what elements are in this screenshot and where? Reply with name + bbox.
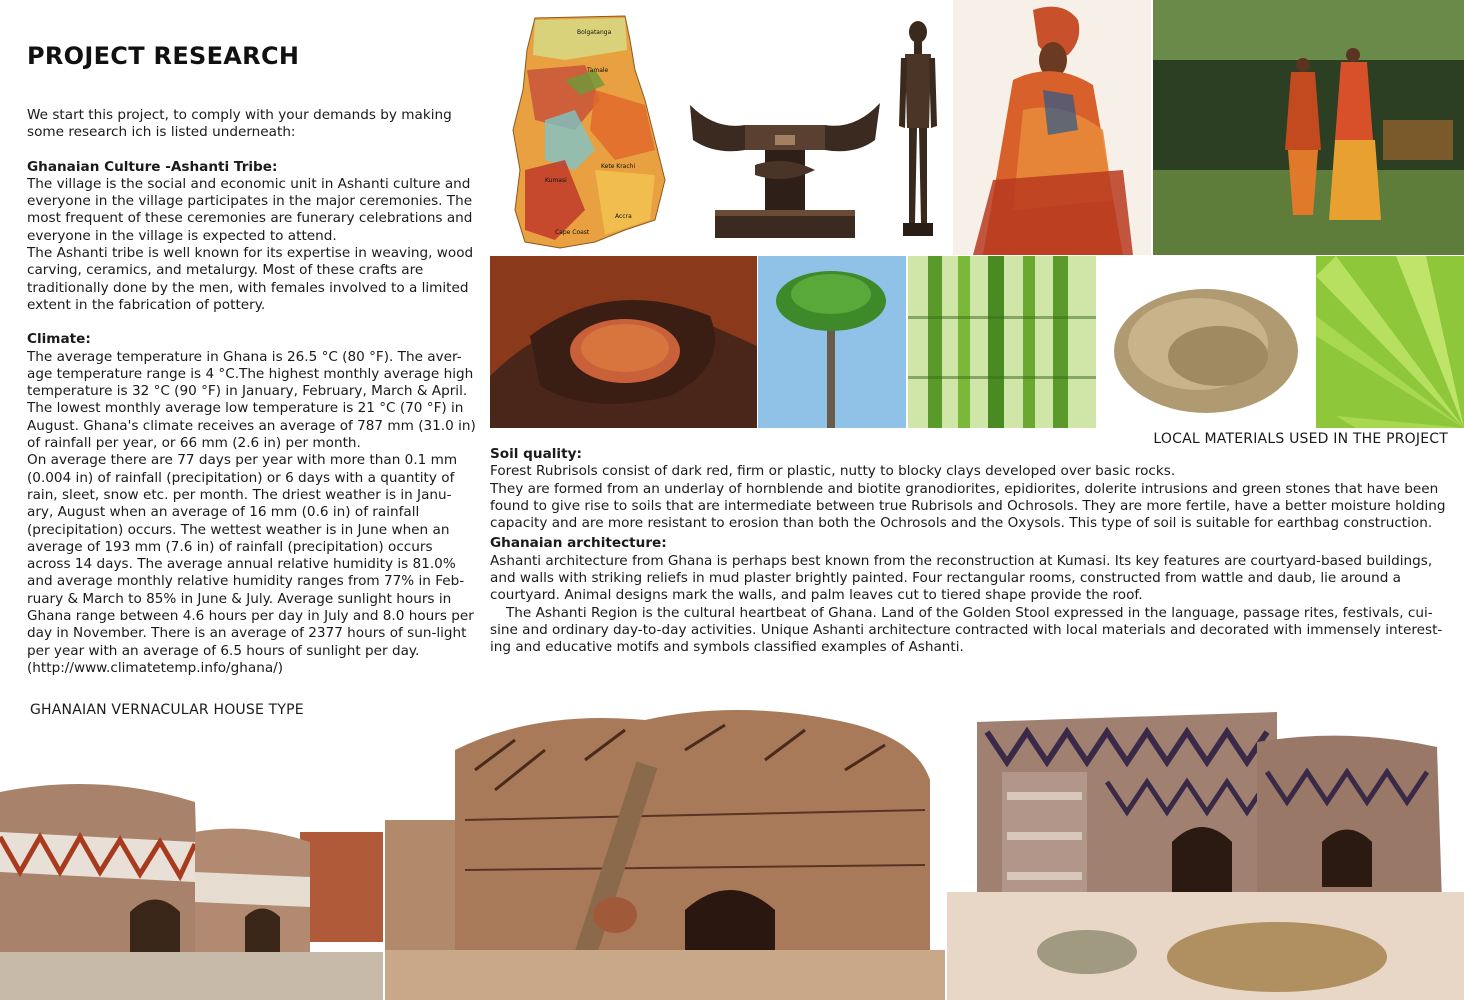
palm-leaf-photo — [1316, 256, 1464, 428]
culture-paragraph-1: The village is the social and economic unit in Ashanti culture and everyone in the village participates in the major ceremonies. The most frequent of these ceremonies are funerary celebrations and everyone in the village is expected to attend. — [27, 175, 473, 244]
ghana-map-image — [505, 10, 675, 250]
bamboo-photo — [908, 256, 1096, 428]
climate-paragraph-2: On average there are 77 days per year with more than 0.1 mm (0.004 in) of rainfall (precipitation) or 6 days with a quantity of rain, sleet, snow etc. per month. The driest weather is in Janu-ary, August when an average of 16 mm (0.6 in) of rainfall (precipitation) occurs. The wettest weather is in June when an average of 193 mm (7.6 in) of rainfall (precipitation) occurs across 14 days. The average annual relative humidity is 81.0% and average monthly relative humidity ranges from 77% in Feb-ruary & March to 85% in June & July. Average sunlight hours in Ghana range between 4.6 hours per day in July and 8.0 hours per day in November. There is an average of 2377 hours of sun-light per year with an average of 6.5 hours of sunlight per day. — [27, 452, 474, 659]
map-label: Bolgatanga — [577, 29, 612, 36]
climate-paragraph-1: The average temperature in Ghana is 26.5 °C (80 °F). The aver-age temperature range is 4 °C.The highest monthly average high temperature is 32 °C (90 °F) in January, February, March & April. The lowest monthly average low temperature is 21 °C (70 °F) in August. Ghana's climate receives an average of 787 mm (31.0 in) of rainfall per year, or 66 mm (2.6 in) per month. — [27, 348, 476, 452]
painted-round-house-photo — [0, 762, 383, 1000]
ashanti-dancers-photo — [1153, 0, 1464, 255]
mud-house-relief-photo — [385, 700, 945, 1000]
architecture-heading: Ghanaian architecture: — [490, 535, 667, 552]
culture-heading: Ghanaian Culture -Ashanti Tribe: — [27, 158, 278, 175]
page-title: PROJECT RESEARCH — [27, 42, 300, 70]
soil-paragraph-2: They are formed from an underlay of hornblende and biotite granodiorites, epidiorites, dolerite intrusions and green stones that have been found to give rise to soils that are intermediate between true Rubrisols and Ochrosols. They are more fertile, have a better moisture holding capacity and are more resistant to erosion than both the Ochrosols and the Oxysols. This type of soil is suitable for earthbag construction. — [490, 480, 1446, 532]
local-materials-caption: LOCAL MATERIALS USED IN THE PROJECT — [1153, 431, 1448, 447]
woman-painting-image — [953, 0, 1151, 255]
right-text-block — [490, 446, 1448, 657]
map-label: Cape Coast — [555, 229, 590, 236]
climate-heading: Climate: — [27, 331, 91, 348]
vernacular-house-caption: GHANAIAN VERNACULAR HOUSE TYPE — [30, 702, 304, 718]
map-label: Accra — [615, 213, 632, 220]
architecture-paragraph-1: Ashanti architecture from Ghana is perhaps best known from the reconstruction at Kumasi. Its key features are courtyard-based buildings, and walls with striking reliefs in mud plaster brightly painted. Four rectangular rooms, constructed from wattle and daub, lie around a courtyard. Animal designs mark the walls, and palm leaves cut to tiered shape provide the roof. — [490, 552, 1433, 604]
carved-figure-image — [893, 18, 943, 238]
ashanti-stool-image — [685, 95, 885, 243]
palm-tree-photo — [758, 256, 906, 428]
soil-paragraph-1: Forest Rubrisols consist of dark red, firm or plastic, nutty to blocky clays developed over basic rocks. — [490, 463, 1176, 480]
left-text-column — [27, 107, 477, 677]
dried-grass-fiber-photo — [1098, 256, 1314, 428]
map-label: Tamale — [587, 67, 609, 74]
climate-source: (http://www.climatetemp.info/ghana/) — [27, 659, 284, 676]
soil-heading: Soil quality: — [490, 446, 582, 462]
culture-paragraph-2: The Ashanti tribe is well known for its expertise in weaving, wood carving, ceramics, and metalurgy. Most of these crafts are traditionally done by the men, with females involved to a limited extent in the fabrication of pottery. — [27, 245, 474, 313]
tiebele-painted-house-photo — [947, 702, 1464, 1000]
intro-text: We start this project, to comply with your demands by making some research ich is listed underneath: — [27, 107, 452, 141]
map-label: Kete Krachi — [601, 163, 636, 170]
map-label: Kumasi — [545, 177, 567, 184]
soil-in-hands-photo — [490, 256, 757, 428]
architecture-paragraph-2: The Ashanti Region is the cultural heartbeat of Ghana. Land of the Golden Stool expressed in the language, passage rites, festivals, cui-sine and ordinary day-to-day activities. Unique Ashanti architecture contracted with local materials and decorated with immensely interest-ing and educative motifs and symbols classified examples of Ashanti. — [490, 604, 1443, 656]
